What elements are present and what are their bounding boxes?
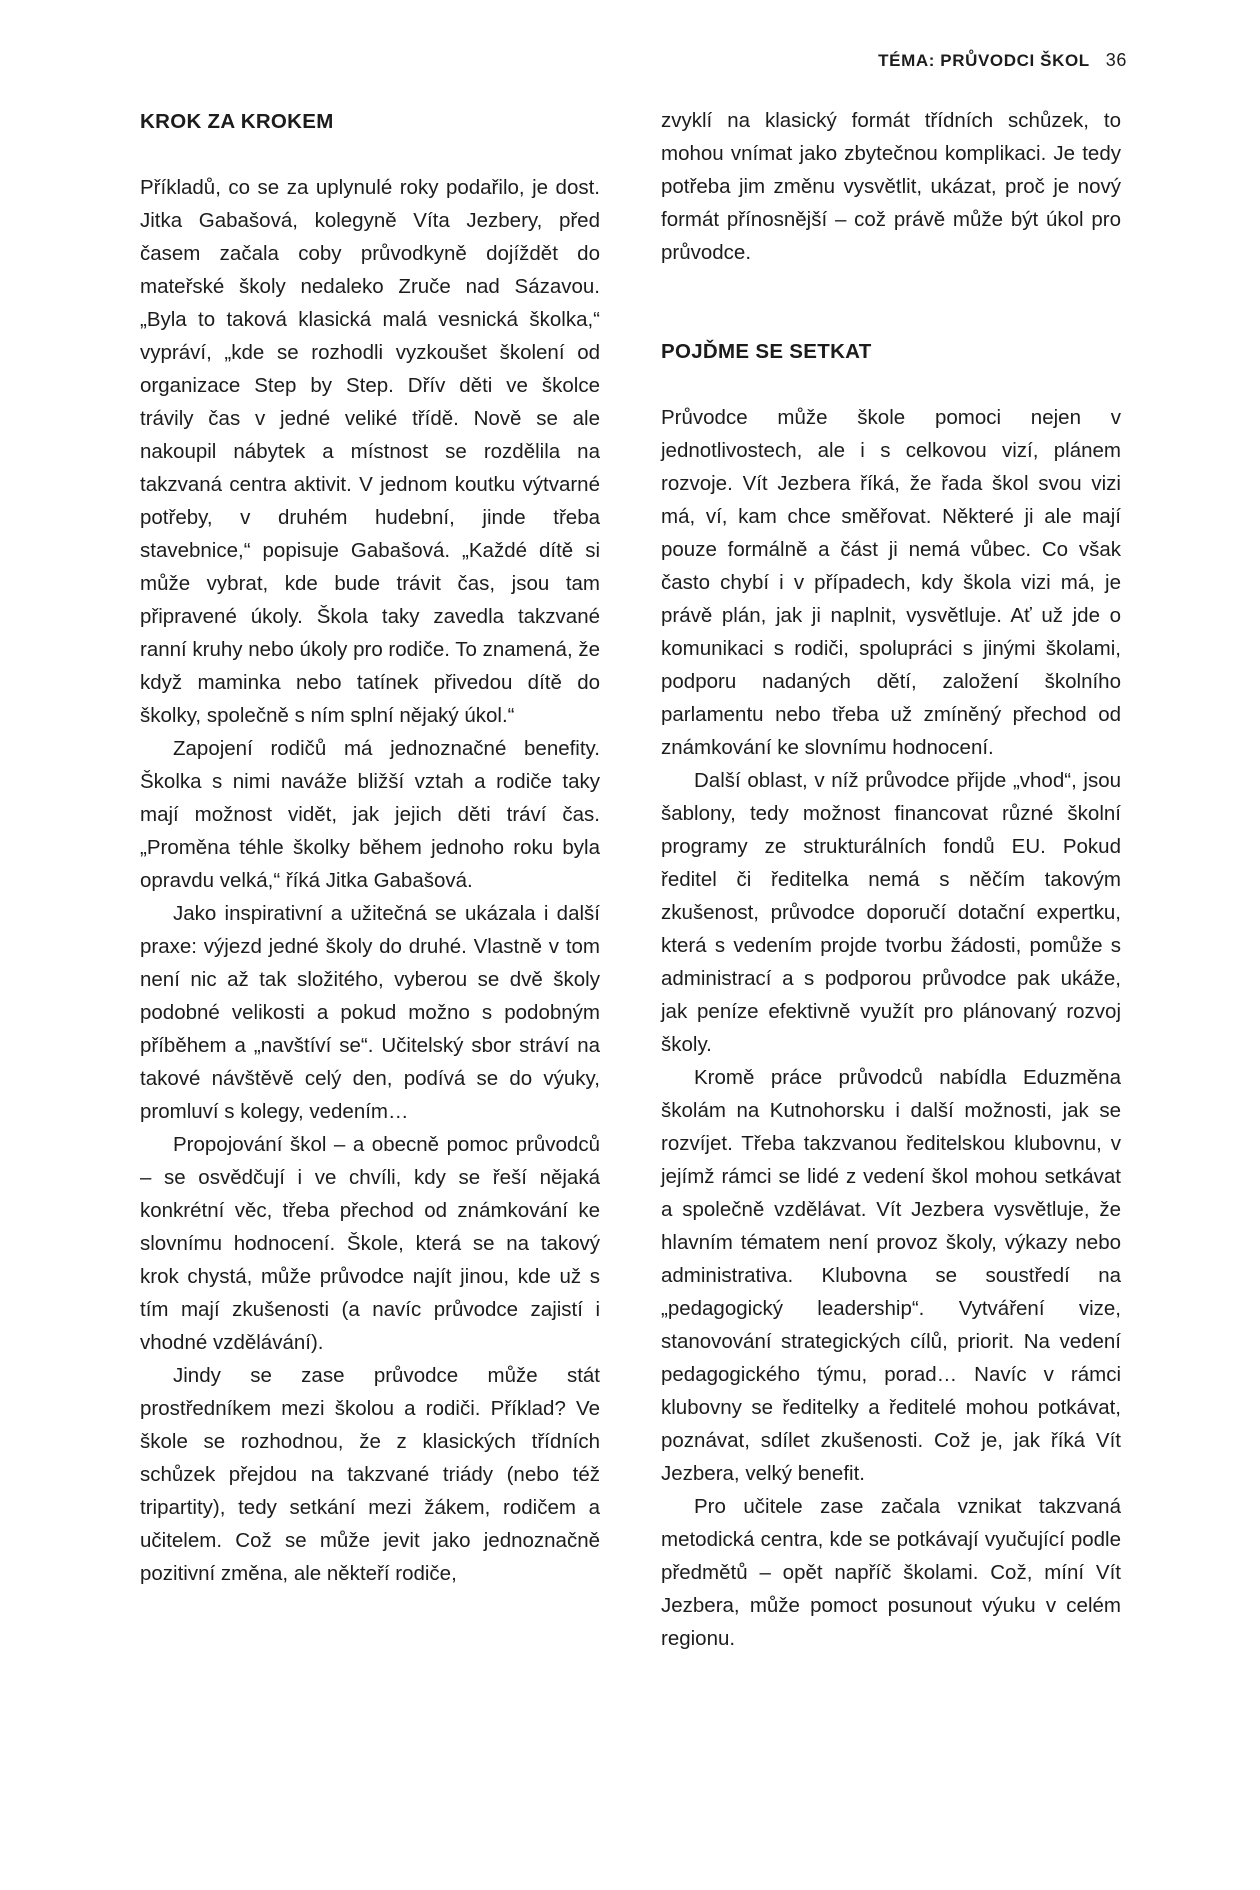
paragraph: Jindy se zase průvodce může stát prostředníkem mezi školou a rodiči. Příklad? Ve škole se rozhodnou, že z klasických třídních schůzek přejdou na takzvané triády (nebo též tripartity), tedy setkání mezi žákem, rodičem a učitelem. Což se může jevit jako jednoznačně pozitivní změna, ale někteří rodiče, (140, 1364, 600, 1585)
section-heading-pojdme-se-setkat: POJĎME SE SETKAT (661, 340, 872, 363)
section-title: TÉMA: PRŮVODCI ŠKOL (878, 51, 1090, 70)
paragraph: Propojování škol – a obecně pomoc průvodců – se osvědčují i ve chvíli, kdy se řeší nějaká konkrétní věc, třeba přechod od známkování ke slovnímu hodnocení. Škole, která se na takový krok chystá, může průvodce najít jinou, kde už s tím mají zkušenosti (a navíc průvodce zajistí i vhodné vzdělávání). (140, 1133, 600, 1354)
paragraph: Jako inspirativní a užitečná se ukázala i další praxe: výjezd jedné školy do druhé. Vlastně v tom není nic až tak složitého, vyberou se dvě školy podobné velikosti a pokud možno s podobným příběhem a „navštíví se“. Učitelský sbor stráví na takové návštěvě celý den, podívá se do výuky, promluví s kolegy, vedením… (140, 902, 600, 1123)
page-number: 36 (1105, 50, 1127, 70)
paragraph-continuation: zvyklí na klasický formát třídních schůzek, to mohou vnímat jako zbytečnou komplikaci. Je tedy potřeba jim změnu vysvětlit, ukázat, proč je nový formát přínosnější – což právě může být úkol pro průvodce. (661, 109, 1121, 264)
paragraph: Kromě práce průvodců nabídla Eduzměna školám na Kutnohorsku i další možnosti, jak se rozvíjet. Třeba takzvanou ředitelskou klubovnu, v jejímž rámci se lidé z vedení škol mohou setkávat a společně vzdělávat. Vít Jezbera vysvětluje, že hlavním tématem není provoz školy, výkazy nebo administrativa. Klubovna se soustředí na „pedagogický leadership“. Vytváření vize, stanovování strategických cílů, priorit. Na vedení pedagogického týmu, porad… Navíc v rámci klubovny se ředitelky a ředitelé mohou potkávat, poznávat, sdílet zkušenosti. Což je, jak říká Vít Jezbera, velký benefit. (661, 1066, 1121, 1485)
paragraph: Průvodce může škole pomoci nejen v jednotlivostech, ale i s celkovou vizí, plánem rozvoje. Vít Jezbera říká, že řada škol svou vizi má, ví, kam chce směřovat. Některé ji ale mají pouze formálně a část ji nemá vůbec. Co však často chybí i v případech, kdy škola vizi má, je právě plán, jak ji naplnit, vysvětluje. Ať už jde o komunikaci s rodiči, spolupráci s jinými školami, podporu nadaných dětí, založení školního parlamentu nebo třeba už zmíněný přechod od známkování ke slovnímu hodnocení. (661, 406, 1121, 759)
paragraph: Pro učitele zase začala vznikat takzvaná metodická centra, kde se potkávají vyučující podle předmětů – opět napříč školami. Což, míní Vít Jezbera, může pomoct posunout výuku v celém regionu. (661, 1495, 1121, 1650)
right-column (661, 104, 1121, 1655)
paragraph: Příkladů, co se za uplynulé roky podařilo, je dost. Jitka Gabašová, kolegyně Víta Jezbery, před časem začala coby průvodkyně dojíždět do mateřské školy nedaleko Zruče nad Sázavou. „Byla to taková klasická malá vesnická školka,“ vypráví, „kde se rozhodli vyzkoušet školení od organizace Step by Step. Dřív děti ve školce trávily čas v jedné veliké třídě. Nově se ale nakoupil nábytek a místnost se rozdělila na takzvaná centra aktivit. V jednom koutku výtvarné potřeby, v druhém hudební, jinde třeba stavebnice,“ popisuje Gabašová. „Každé dítě si může vybrat, kde bude trávit čas, jsou tam připravené úkoly. Škola taky zavedla takzvané ranní kruhy nebo úkoly pro rodiče. To znamená, že když maminka nebo tatínek přivedou dítě do školky, společně s ním splní nějaký úkol.“ (140, 176, 600, 727)
left-column (140, 104, 600, 1590)
paragraph: Zapojení rodičů má jednoznačné benefity. Školka s nimi naváže bližší vztah a rodiče taky mají možnost vidět, jak jejich děti tráví čas. „Proměna téhle školky během jednoho roku byla opravdu velká,“ říká Jitka Gabašová. (140, 737, 600, 892)
paragraph: Další oblast, v níž průvodce přijde „vhod“, jsou šablony, tedy možnost financovat různé školní programy ze strukturálních fondů EU. Pokud ředitel či ředitelka nemá s něčím takovým zkušenost, průvodce doporučí dotační expertku, která s vedením projde tvorbu žádosti, pomůže s administrací a s podporou průvodce pak ukáže, jak peníze efektivně využít pro plánovaný rozvoj školy. (661, 769, 1121, 1056)
section-heading-krok-za-krokem: KROK ZA KROKEM (140, 110, 334, 133)
running-header (878, 50, 1127, 71)
